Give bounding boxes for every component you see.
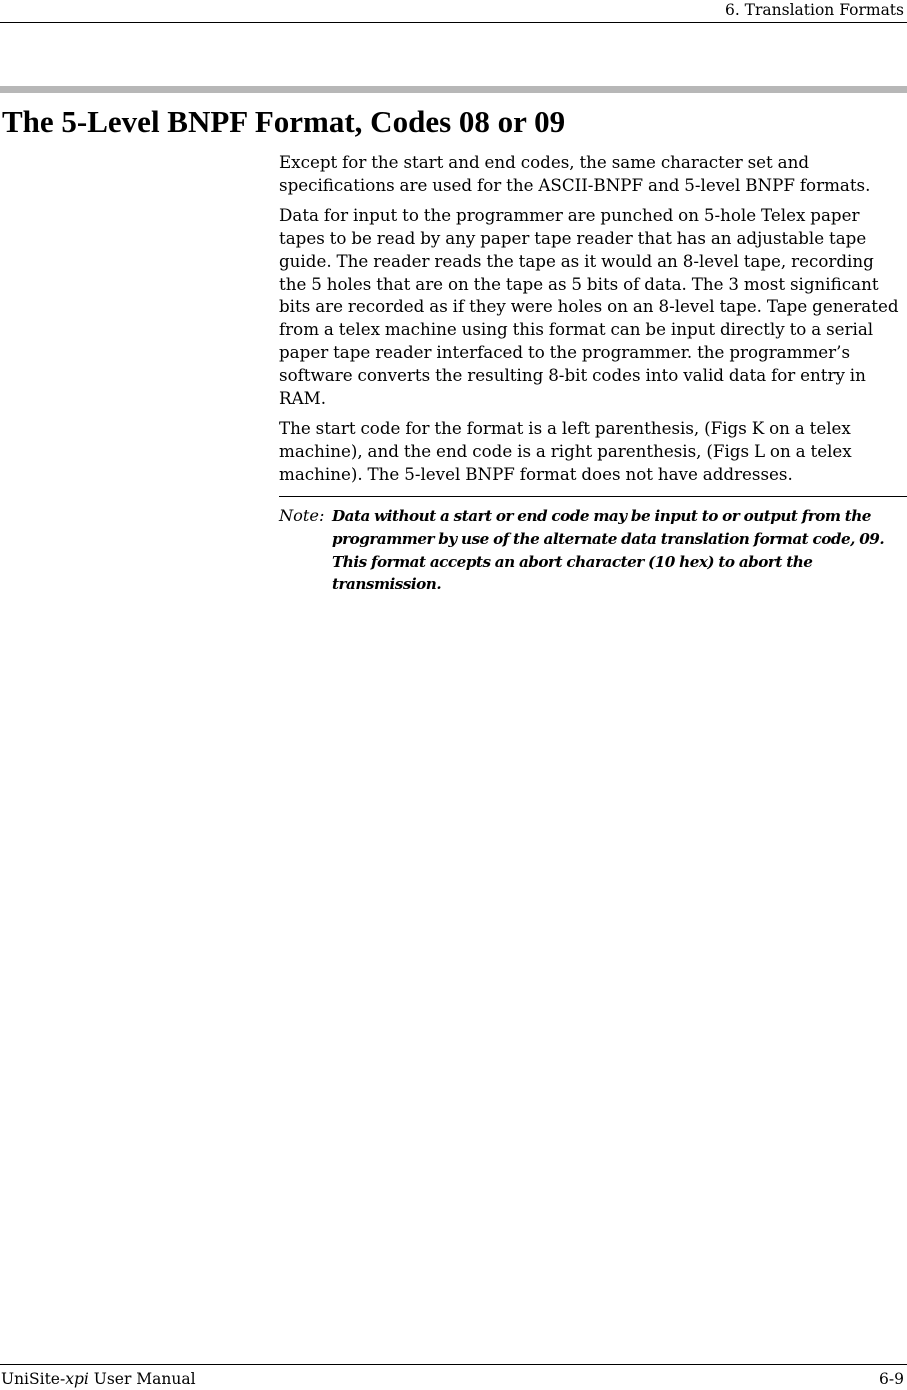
- manual-title: [1, 1369, 196, 1389]
- section-heading: The 5-Level BNPF Format, Codes 08 or 09: [2, 104, 566, 139]
- chapter-title: 6. Translation Formats: [724, 1, 904, 19]
- manual-title-text: User Manual: [88, 1370, 196, 1388]
- running-header: [0, 0, 907, 23]
- note-block: [279, 496, 907, 596]
- running-footer: [0, 1364, 907, 1390]
- section-divider-bar: [0, 86, 907, 93]
- body-text-column: [279, 151, 905, 493]
- paragraph-start-end-codes: The start code for the format is a left parenthesis, (Figs K on a telex machine), and the end code is a right parenthesis, (Figs L on a telex machine). The 5-level BNPF format does not have addresses.: [279, 417, 852, 484]
- note-text: Data without a start or end code may be input to or output from the programmer by use of the alternate data translation format code, 09. This format accepts an abort character (10 hex) to abort the transmission.: [332, 507, 885, 594]
- product-name: UniSite-: [1, 1370, 66, 1388]
- paragraph-data-input: Data for input to the programmer are punched on 5-hole Telex paper tapes to be read by any paper tape reader that has an adjustable tape guide. The reader reads the tape as it would an 8-level tape, recording the 5 holes that are on the tape as 5 bits of data. The 3 most significant bits are recorded as if they were holes on an 8-level tape. Tape generated from a telex machine using this format can be input directly to a serial paper tape reader interfaced to the programmer. the programmer’s software converts the resulting 8-bit codes into valid data for entry in RAM.: [279, 204, 899, 409]
- note-label: Note:: [279, 506, 325, 525]
- paragraph-character-set: Except for the start and end codes, the same character set and specifications are used for the ASCII-BNPF and 5-level BNPF formats.: [279, 152, 871, 195]
- page-number: 6-9: [879, 1370, 904, 1388]
- product-suffix: xpi: [65, 1370, 89, 1388]
